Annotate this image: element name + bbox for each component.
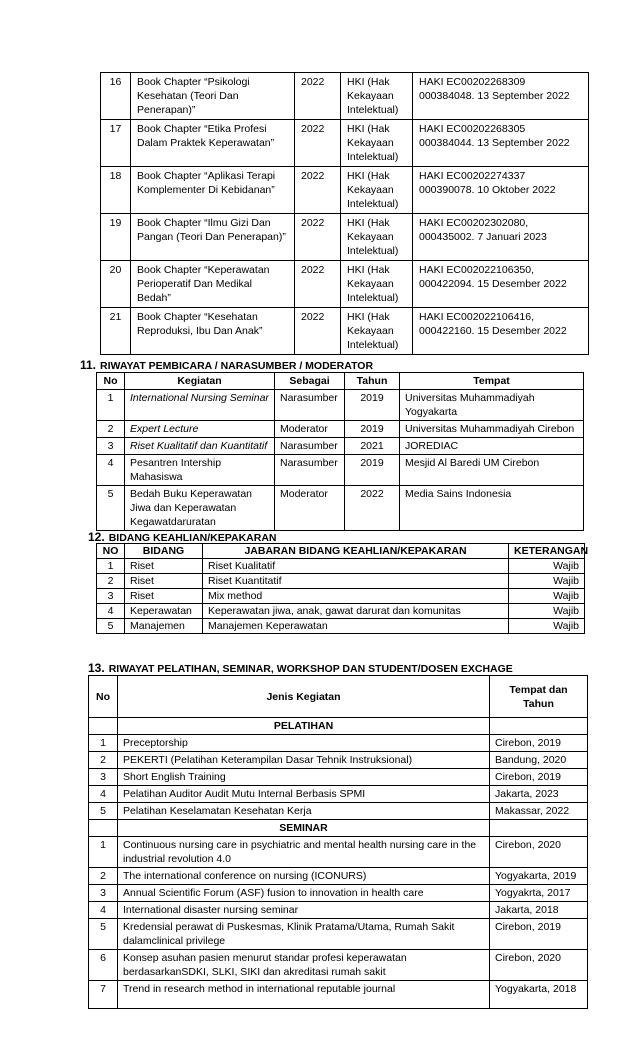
activity-name: Pesantren Intership Mahasiswa <box>125 455 275 486</box>
empty-cell <box>89 820 118 837</box>
table-row <box>89 752 588 769</box>
place-year: Yogyakrta, 2017 <box>490 885 588 902</box>
role: Narasumber <box>275 455 345 486</box>
book-chapter-title: Book Chapter “Keperawatan Perioperatif Dan Medikal Bedah” <box>131 261 295 308</box>
book-chapter-title: Book Chapter “Kesehatan Reproduksi, Ibu Dan Anak” <box>131 308 295 355</box>
table-row <box>101 167 589 214</box>
haki-detail: HAKI EC002022106350, 000422094. 15 Desember 2022 <box>413 261 589 308</box>
location: Media Sains Indonesia <box>400 486 584 531</box>
ip-type: HKI (Hak Kekayaan Intelektual) <box>341 308 413 355</box>
place-year: Jakarta, 2023 <box>490 786 588 803</box>
haki-detail: HAKI EC00202268309 000384048. 13 September 2022 <box>413 73 589 120</box>
header-tempat-tahun: Tempat dan Tahun <box>490 676 588 718</box>
header-jenis-kegiatan: Jenis Kegiatan <box>118 676 490 718</box>
activity-name: Expert Lecture <box>125 421 275 438</box>
row-number: 3 <box>97 589 125 604</box>
row-year: 2019 <box>345 421 400 438</box>
section-13-title: 13. RIWAYAT PELATIHAN, SEMINAR, WORKSHOP DAN STUDENT/DOSEN EXCHAGE <box>88 661 513 675</box>
empty-cell <box>490 718 588 735</box>
row-year: 2022 <box>295 308 341 355</box>
row-number: 4 <box>89 786 118 803</box>
haki-detail: HAKI EC002022106416, 000422160. 15 Desember 2022 <box>413 308 589 355</box>
row-year: 2022 <box>295 167 341 214</box>
remark: Wajib <box>509 604 585 619</box>
role: Moderator <box>275 421 345 438</box>
place-year: Yogyakarta, 2019 <box>490 868 588 885</box>
remark: Wajib <box>509 559 585 574</box>
ip-type: HKI (Hak Kekayaan Intelektual) <box>341 120 413 167</box>
table-row <box>97 559 585 574</box>
header-kegiatan: Kegiatan <box>125 373 275 390</box>
header-sebagai: Sebagai <box>275 373 345 390</box>
header-no: No <box>89 676 118 718</box>
activity-name: Riset Kualitatif dan Kuantitatif <box>125 438 275 455</box>
row-year: 2022 <box>295 120 341 167</box>
row-number: 4 <box>89 902 118 919</box>
header-bidang: BIDANG <box>125 544 203 559</box>
place-year: Cirebon, 2019 <box>490 919 588 950</box>
table-header-row <box>97 373 584 390</box>
seminar-subheader-label: SEMINAR <box>118 820 490 837</box>
field: Manajemen <box>125 619 203 634</box>
table-header-row <box>97 544 585 559</box>
table-row <box>97 390 584 421</box>
row-number: 19 <box>101 214 131 261</box>
header-no: No <box>97 373 125 390</box>
field-description: Riset Kuantitatif <box>203 574 509 589</box>
empty-cell <box>89 718 118 735</box>
row-number: 18 <box>101 167 131 214</box>
role: Narasumber <box>275 390 345 421</box>
remark: Wajib <box>509 589 585 604</box>
location: Universitas Muhammadiyah Cirebon <box>400 421 584 438</box>
table-row <box>89 868 588 885</box>
table-row <box>101 308 589 355</box>
empty-cell <box>490 820 588 837</box>
role: Moderator <box>275 486 345 531</box>
row-number: 6 <box>89 950 118 981</box>
table-row <box>89 837 588 868</box>
row-year: 2022 <box>295 261 341 308</box>
table-row <box>97 574 585 589</box>
row-number: 3 <box>97 438 125 455</box>
table-header-row <box>89 676 588 718</box>
place-year: Cirebon, 2020 <box>490 950 588 981</box>
row-year: 2022 <box>345 486 400 531</box>
training-seminar-table <box>88 675 588 1009</box>
row-number: 16 <box>101 73 131 120</box>
table-row <box>89 981 588 1009</box>
row-number: 2 <box>97 421 125 438</box>
table-row <box>97 438 584 455</box>
field-description: Riset Kualitatif <box>203 559 509 574</box>
book-chapter-title: Book Chapter “Ilmu Gizi Dan Pangan (Teori Dan Penerapan)” <box>131 214 295 261</box>
row-number: 17 <box>101 120 131 167</box>
book-chapter-title: Book Chapter “Aplikasi Terapi Komplementer Di Kebidanan” <box>131 167 295 214</box>
row-number: 1 <box>97 559 125 574</box>
field-description: Keperawatan jiwa, anak, gawat darurat dan komunitas <box>203 604 509 619</box>
remark: Wajib <box>509 619 585 634</box>
activity-name: Pelatihan Auditor Audit Mutu Internal Berbasis SPMI <box>118 786 490 803</box>
row-number: 1 <box>89 735 118 752</box>
location: Universitas Muhammadiyah Yogyakarta <box>400 390 584 421</box>
field-description: Mix method <box>203 589 509 604</box>
field: Riset <box>125 574 203 589</box>
table-row <box>97 421 584 438</box>
row-number: 1 <box>97 390 125 421</box>
activity-name: Short English Training <box>118 769 490 786</box>
header-no: NO <box>97 544 125 559</box>
section-11-title: 11. RIWAYAT PEMBICARA / NARASUMBER / MODERATOR <box>80 358 374 372</box>
role: Narasumber <box>275 438 345 455</box>
row-number: 7 <box>89 981 118 1009</box>
row-number: 3 <box>89 769 118 786</box>
header-keterangan: KETERANGAN <box>509 544 585 559</box>
row-number: 20 <box>101 261 131 308</box>
row-number: 1 <box>89 837 118 868</box>
table-row <box>89 919 588 950</box>
table-row <box>97 604 585 619</box>
table-row <box>89 786 588 803</box>
table-row <box>101 214 589 261</box>
hki-table <box>100 72 589 355</box>
header-tahun: Tahun <box>345 373 400 390</box>
header-tempat: Tempat <box>400 373 584 390</box>
table-row <box>89 902 588 919</box>
row-number: 21 <box>101 308 131 355</box>
row-number: 5 <box>97 486 125 531</box>
ip-type: HKI (Hak Kekayaan Intelektual) <box>341 261 413 308</box>
row-number: 4 <box>97 604 125 619</box>
activity-name: Trend in research method in international reputable journal <box>118 981 490 1009</box>
book-chapter-title: Book Chapter “Etika Profesi Dalam Praktek Keperawatan” <box>131 120 295 167</box>
activity-name: International disaster nursing seminar <box>118 902 490 919</box>
haki-detail: HAKI EC00202274337 000390078. 10 Oktober 2022 <box>413 167 589 214</box>
place-year: Makassar, 2022 <box>490 803 588 820</box>
row-year: 2022 <box>295 214 341 261</box>
row-number: 5 <box>97 619 125 634</box>
place-year: Yogyakarta, 2018 <box>490 981 588 1009</box>
row-number: 4 <box>97 455 125 486</box>
activity-name: Continuous nursing care in psychiatric and mental health nursing care in the industrial revolution 4.0 <box>118 837 490 868</box>
row-number: 2 <box>89 868 118 885</box>
table-row <box>97 619 585 634</box>
place-year: Cirebon, 2020 <box>490 837 588 868</box>
row-number: 2 <box>89 752 118 769</box>
seminar-subheader <box>89 820 588 837</box>
activity-name: Bedah Buku Keperawatan Jiwa dan Keperawatan Kegawatdaruratan <box>125 486 275 531</box>
ip-type: HKI (Hak Kekayaan Intelektual) <box>341 167 413 214</box>
table-row <box>89 803 588 820</box>
activity-name: The international conference on nursing (ICONURS) <box>118 868 490 885</box>
table-row <box>101 73 589 120</box>
ip-type: HKI (Hak Kekayaan Intelektual) <box>341 214 413 261</box>
speaker-history-table <box>96 372 584 531</box>
place-year: Cirebon, 2019 <box>490 769 588 786</box>
row-year: 2019 <box>345 390 400 421</box>
place-year: Jakarta, 2018 <box>490 902 588 919</box>
field-description: Manajemen Keperawatan <box>203 619 509 634</box>
activity-name: PEKERTI (Pelatihan Keterampilan Dasar Tehnik Instruksional) <box>118 752 490 769</box>
location: Mesjid Al Baredi UM Cirebon <box>400 455 584 486</box>
location: JOREDIAC <box>400 438 584 455</box>
section-12-title: 12. BIDANG KEAHLIAN/KEPAKARAN <box>88 530 277 544</box>
table-row <box>97 589 585 604</box>
haki-detail: HAKI EC00202268305 000384044. 13 September 2022 <box>413 120 589 167</box>
ip-type: HKI (Hak Kekayaan Intelektual) <box>341 73 413 120</box>
table-row <box>89 885 588 902</box>
place-year: Cirebon, 2019 <box>490 735 588 752</box>
haki-detail: HAKI EC00202302080, 000435002. 7 Januari 2023 <box>413 214 589 261</box>
table-row <box>97 486 584 531</box>
activity-name: International Nursing Seminar <box>125 390 275 421</box>
row-number: 3 <box>89 885 118 902</box>
table-row <box>101 261 589 308</box>
activity-name: Kredensial perawat di Puskesmas, Klinik Pratama/Utama, Rumah Sakit dalamclinical privilege <box>118 919 490 950</box>
table-row <box>89 950 588 981</box>
table-row <box>101 120 589 167</box>
activity-name: Pelatihan Keselamatan Kesehatan Kerja <box>118 803 490 820</box>
field: Riset <box>125 559 203 574</box>
table-row <box>89 769 588 786</box>
row-number: 2 <box>97 574 125 589</box>
row-year: 2019 <box>345 455 400 486</box>
remark: Wajib <box>509 574 585 589</box>
place-year: Bandung, 2020 <box>490 752 588 769</box>
field: Keperawatan <box>125 604 203 619</box>
activity-name: Annual Scientific Forum (ASF) fusion to innovation in health care <box>118 885 490 902</box>
activity-name: Preceptorship <box>118 735 490 752</box>
row-number: 5 <box>89 919 118 950</box>
table-row <box>89 735 588 752</box>
training-subheader-label: PELATIHAN <box>118 718 490 735</box>
table-row <box>97 455 584 486</box>
row-year: 2022 <box>295 73 341 120</box>
training-subheader <box>89 718 588 735</box>
row-year: 2021 <box>345 438 400 455</box>
activity-name: Konsep asuhan pasien menurut standar profesi keperawatan berdasarkanSDKI, SLKI, SIKI dan akreditasi rumah sakit <box>118 950 490 981</box>
header-jabaran: JABARAN BIDANG KEAHLIAN/KEPAKARAN <box>203 544 509 559</box>
field: Riset <box>125 589 203 604</box>
expertise-table <box>96 543 589 634</box>
book-chapter-title: Book Chapter “Psikologi Kesehatan (Teori Dan Penerapan)” <box>131 73 295 120</box>
row-number: 5 <box>89 803 118 820</box>
